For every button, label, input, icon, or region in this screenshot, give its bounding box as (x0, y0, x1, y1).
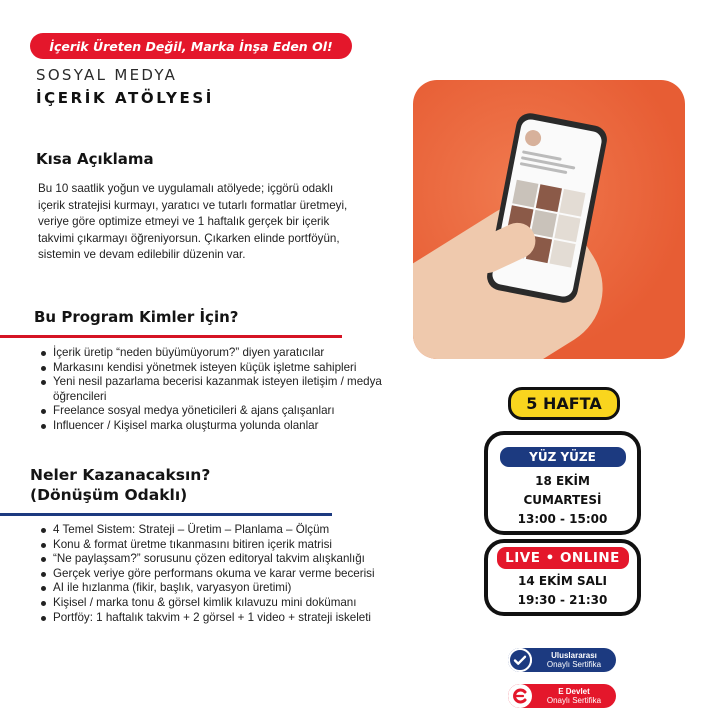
page-title: İÇERİK ATÖLYESİ (36, 89, 214, 107)
gains-heading-line-2: (Dönüşüm Odaklı) (30, 486, 188, 504)
list-item: Gerçek veriye göre performans okuma ve karar verme becerisi (38, 567, 398, 582)
certificate-text: Uluslararası Onaylı Sertifika (546, 650, 602, 669)
in-person-day: CUMARTESİ (523, 493, 602, 507)
title-line-1: SOSYAL MEDYA (36, 66, 178, 84)
gains-heading (30, 465, 210, 505)
audience-heading: Bu Program Kimler İçin? (34, 308, 239, 326)
in-person-details (488, 472, 637, 529)
list-item: Influencer / Kişisel marka oluşturma yolunda olanlar (38, 419, 398, 434)
list-item: Freelance sosyal medya yöneticileri & ajans çalışanları (38, 404, 398, 419)
list-item: 4 Temel Sistem: Strateji – Üretim – Planlama – Ölçüm (38, 523, 398, 538)
duration-badge: 5 HAFTA (508, 387, 620, 420)
summary-text: Bu 10 saatlik yoğun ve uygulamalı atölyede; içgörü odaklı içerik stratejisi kurmayı, yaratıcı ve tutarlı formatlar üretmeyi, veriye göre optimize etmeyi ve 1 haftalık gerçek bir içerik takvimi çıkarmayı öğreniyorsun. Çıkarken elinde portföyün, sistemin ve devam edilebilir düzenin var. (38, 182, 348, 262)
online-badge: LIVE • ONLINE (497, 547, 629, 569)
edevlet-logo-icon (508, 684, 532, 708)
edevlet-certificate-badge (508, 684, 616, 708)
red-divider (0, 335, 342, 338)
summary-heading: Kısa Açıklama (36, 150, 154, 168)
list-item: “Ne paylaşsam?” sorusunu çözen editoryal takvim alışkanlığı (38, 552, 398, 567)
list-item: Kişisel / marka tonu & görsel kimlik kılavuzu mini dokümanı (38, 596, 398, 611)
online-card (484, 539, 641, 616)
in-person-badge: YÜZ YÜZE (500, 447, 626, 467)
online-time: 19:30 - 21:30 (517, 593, 608, 607)
certificate-text: E Devlet Onaylı Sertifika (546, 686, 602, 705)
in-person-time: 13:00 - 15:00 (517, 512, 608, 526)
profile-avatar-icon (524, 129, 543, 148)
navy-divider (0, 513, 332, 516)
list-item: Konu & format üretme tıkanmasını bitiren içerik matrisi (38, 538, 398, 553)
check-icon (508, 648, 532, 672)
hero-photo (413, 80, 685, 359)
list-item: AI ile hızlanma (fikir, başlık, varyasyon üretimi) (38, 581, 398, 596)
list-item: Markasını kendisi yönetmek isteyen küçük işletme sahipleri (38, 361, 398, 376)
international-certificate-badge (508, 648, 616, 672)
list-item: İçerik üretip “neden büyümüyorum?” diyen yaratıcılar (38, 346, 398, 361)
tagline-banner: İçerik Üreten Değil, Marka İnşa Eden Ol! (30, 33, 352, 59)
online-details (488, 572, 637, 610)
online-date: 14 EKİM SALI (518, 574, 607, 588)
gains-list (38, 523, 398, 625)
list-item: Yeni nesil pazarlama becerisi kazanmak isteyen iletişim / medya öğrencileri (38, 375, 398, 404)
gains-heading-line-1: Neler Kazanacaksın? (30, 466, 211, 484)
in-person-date: 18 EKİM (535, 474, 590, 488)
audience-list (38, 346, 398, 434)
in-person-card (484, 431, 641, 535)
list-item: Portföy: 1 haftalık takvim + 2 görsel + 1 video + strateji iskeleti (38, 611, 398, 626)
